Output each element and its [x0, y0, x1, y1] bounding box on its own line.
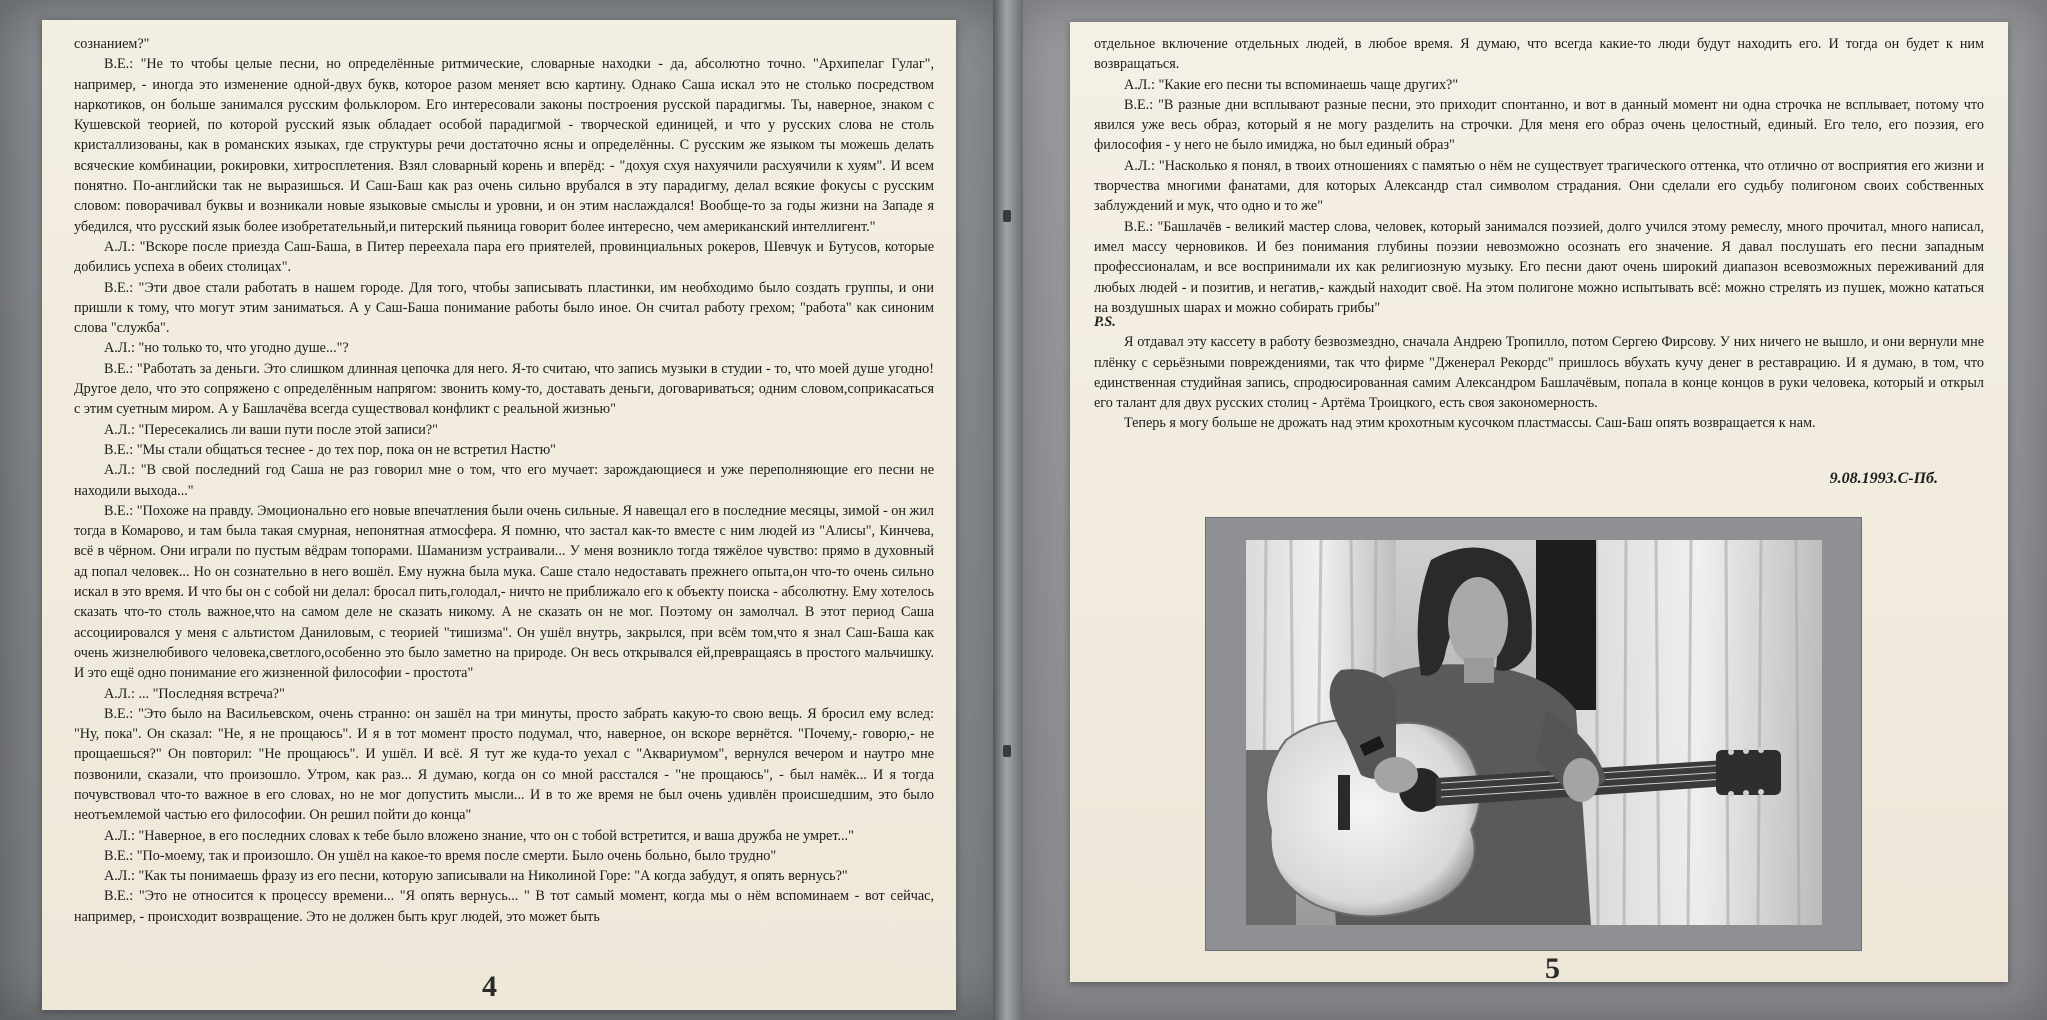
paragraph: В.Е.: "Эти двое стали работать в нашем городе. Для того, чтобы записывать пластинки, им необходимо было создать группы, и они пришли к тому, что могут этим заниматься. А у Саш-Баша понимание работы было иное. Он считал работу грехом; "работа" как синоним слова "служба". — [74, 279, 934, 337]
paragraph: А.Л.: "Какие его песни ты вспоминаешь чаще других?" — [1124, 76, 1459, 93]
paragraph: В.Е.: "Похоже на правду. Эмоционально его новые впечатления были очень сильные. Я навещал его в последние месяцы, зимой - он жил тогда в Комарово, и там была такая смурная, непонятная атмосфера. Я помню, что застал как-то вместе с ним людей из "Алисы", Кинчева, всё в чёрном. Они играли по пустым вёдрам топорами. Шаманизм устраивали... У меня возникло тогда тяжёлое чувство: прямо в духовный ад попал человек... Но он сознательно в него вошёл. Ему нужна была мука. Саше стало недоставать прежнего опыта,он что-то очень сильно искал в это время. И что бы он с собой ни делал: бросал пить,голодал,- ничто не приближало его к объекту поиска - абсолютну. Ему хотелось сказать что-то столь важное,что на самом деле не сказать никому. А не сказать он не мог. Поэтому он замолчал. В этот период Саша ассоциировался у меня с альтистом Даниловым, с теорией "тишизма". Он ушёл внутрь, закрылся, при всём том,что я знал Саш-Баша как очень жизнелюбивого человека,светлого,особенно это было заметно на природе. Он весь открывался ей,превращаясь в простого мальчишку. И это ещё одно понимание его жизненной философии - простота" — [74, 502, 934, 682]
paragraph: сознанием?" — [74, 36, 150, 52]
paragraph: А.Л.: "В свой последний год Саша не раз говорил мне о том, что его мучает: зарождающиеся и уже переполняющие его песни не находили выхода..." — [74, 462, 934, 499]
paragraph: отдельное включение отдельных людей, в любое время. Я думаю, что всегда какие-то люди будут находить его. И тогда он будет к ним возвращаться. — [1094, 36, 1984, 73]
guitarist-photo — [1246, 540, 1822, 925]
paragraph: В.Е.: "По-моему, так и произошло. Он ушёл на какое-то время после смерти. Было очень больно, было трудно" — [104, 847, 777, 864]
paragraph: А.Л.: "но только то, что угодно душе..."? — [104, 340, 349, 357]
paragraph: В.Е.: "Работать за деньги. Это слишком длинная цепочка для него. Я-то считаю, что запись музыки в студии - то, что моей душе угодно! Другое дело, что это сопряжено с определённым напрягом: звонить кому-то, доставать деньги, договариваться; одним словом,соприкасаться с этим суетным миром. А у Башлачёва всегда существовал конфликт с реальной жизнью" — [74, 360, 934, 418]
paragraph: В.Е.: "Не то чтобы целые песни, но определённые ритмические, словарные находки - да, абсолютно точно. "Архипелаг Гулаг", например, - иногда это изменение одной-двух букв, которое разом меняет всю картину. Однако Саша искал это не столько посредством наркотиков, он больше занимался русским фольклором. Его интересовали законы построения русской парадигмы. Ты, наверное, знаком с Кушевской теорией, по которой русский язык обладает особой парадигмой - творческой единицей, и что у русских слова не столь кристаллизованы, как в романских языках, где структуры речи достаточно ясны и определённы. С русским же языком ты можешь делать всяческие комбинации, рокировки, хитросплетения. Взял словарный корень и вперёд: - "дохуя схуя нахуячили расхуячили к хуям". И всем понятно. По-английски так не выразишься. И Саш-Баш как раз очень сильно врубался в эту парадигму, делал всякие фокусы с русским словом: поворачивал буквы и возникали новые языковые смыслы и уровни, и он этим наслаждался! Вообще-то за годы жизни на Западе я убедился, что русский язык более изобретательный,и питерский пьяница говорит более интересно, чем американский интеллигент." — [74, 56, 934, 235]
staple — [1003, 745, 1011, 757]
photo-mount — [1205, 517, 1862, 951]
paragraph: А.Л.: "Насколько я понял, в твоих отношениях с памятью о нём не существует трагического оттенка, что отлично от восприятия его жизни и творчества многими фанатами, для которых Александр стал символом страдания. Они сделали его судьбу полигоном своих собственных заблуждений и мук, что одно и то же" — [1094, 157, 1984, 215]
right-page — [1070, 22, 2008, 985]
paragraph: В.Е.: "Мы стали общаться теснее - до тех пор, пока он не встретил Настю" — [104, 441, 556, 458]
page-number-right: 5 — [1545, 952, 1560, 985]
paragraph: В.Е.: "Это не относится к процессу времени... "Я опять вернусь... " В тот самый момент, когда мы о нём вспоминаем - вот сейчас, например, - происходит возвращение. Это не должен быть круг людей, это может быть — [74, 888, 934, 925]
staple — [1003, 210, 1011, 222]
paragraph: А.Л.: "Как ты понимаешь фразу из его песни, которую записывали на Николиной Горе: "А когда забудут, я опять вернусь?" — [104, 868, 848, 885]
postscript — [1094, 312, 1984, 434]
left-page-text — [74, 34, 934, 927]
paragraph: А.Л.: ... "Последняя встреча?" — [104, 685, 285, 702]
paragraph: А.Л.: "Вскоре после приезда Саш-Баша, в Питер переехала пара его приятелей, провинциальных рокеров, Шевчук и Бутусов, которые добились успеха в обеих столицах". — [74, 238, 934, 276]
paragraph: А.Л.: "Наверное, в его последних словах к тебе было вложено знание, что он с тобой встретится, и ваша дружба не умрет..." — [104, 827, 854, 844]
ps-paragraph: Я отдавал эту кассету в работу безвозмездно, сначала Андрею Тропилло, потом Сергею Фирсову. У них ничего не вышло, и они вернули мне плёнку с серьёзными повреждениями, так что фирме "Дженерал Рекордс" пришлось вбухать кучу денег в реставрацию. И я думаю, в том, что единственная студийная запись, спродюсированная самим Александром Башлачёвым, попала в конце концов в руки человека, который и открыл его талант для двух русских столиц - Артёма Троицкого, есть своя закономерность. — [1094, 334, 1984, 412]
paragraph: В.Е.: "В разные дни всплывают разные песни, это приходит спонтанно, и вот в данный момент ни одна строчка не всплывает, потому что явился уже весь образ, который я не могу разделить на строчки. Для меня его образ очень целостный, единый. Его тело, его поэзия, его философия - у него не было имиджа, но был единый образ" — [1094, 96, 1984, 154]
page-number-left: 4 — [482, 970, 497, 1003]
booklet-spine — [993, 0, 1023, 1020]
paragraph: В.Е.: "Это было на Васильевском, очень странно: он зашёл на три минуты, просто забрать какую-то свою вещь. Я бросил ему вслед: "Ну, пока". Он сказал: "Не, я не прощаюсь". И я в тот момент просто подумал, что, наверное, он вскоре вернётся. "Почему,- говорю,- не прощаешься?" Он повторил: "Не прощаюсь". И ушёл. И всё. Я тут же куда-то уехал с "Аквариумом", вернулся вечером и наутро мне позвонили, сказали, что произошло. Утром, как раз... Я думаю, когда он со мной расстался - "не прощаюсь", - был намёк... И я тогда почувствовал что-то важное в его словах, но не мог допустить мысли... И в то же время не был очень удивлён происшедшим, это было неотъемлемой частью его философии. Он решил пойти до конца" — [74, 705, 934, 824]
right-page-text — [1094, 34, 1984, 318]
paragraph: А.Л.: "Пересекались ли ваши пути после этой записи?" — [104, 421, 438, 438]
paragraph: В.Е.: "Башлачёв - великий мастер слова, человек, который занимался поэзией, долго учился этому ремеслу, много прочитал, много написал, имел массу черновиков. И без понимания глубины поэзии невозможно осознать его значение. Я давал послушать его песни западным профессионалам, и все воспринимали их как религиозную музыку. Его песни дают очень широкий диапазон всевозможных переживаний для любых людей - и позитив, и негатив,- каждый находит своё. На этом полигоне можно испытывать всё: можно стрелять из пушек, можно кататься на воздушных шарах и можно собирать грибы" — [1094, 218, 1984, 316]
ps-paragraph: Теперь я могу больше не дрожать над этим крохотным кусочком пластмассы. Саш-Баш опять возвращается к нам. — [1124, 415, 1816, 432]
ps-label: P.S. — [1094, 314, 1116, 330]
left-page — [42, 20, 956, 1010]
date-signature: 9.08.1993.С-Пб. — [1829, 470, 1938, 487]
